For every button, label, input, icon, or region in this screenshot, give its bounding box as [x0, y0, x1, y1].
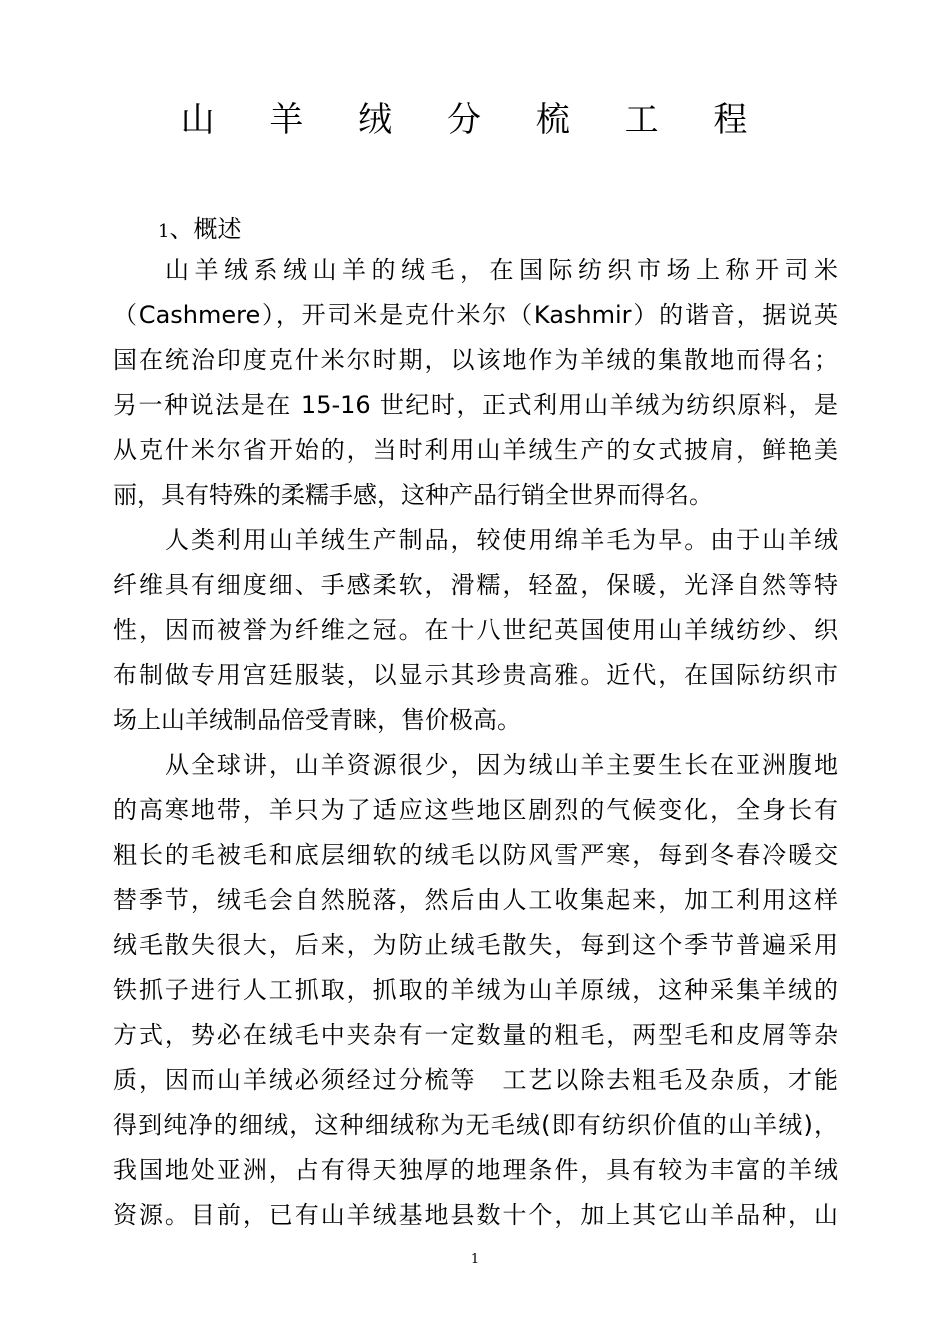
text-line: 人类利用山羊绒生产制品，较使用绵羊毛为早。由于山羊绒 [165, 526, 838, 554]
paragraph [113, 518, 838, 743]
text-line: 资源。目前，已有山羊绒基地县数十个，加上其它山羊品种，山 [113, 1201, 838, 1229]
section-heading [158, 212, 241, 249]
document-title: 山 羊 绒 分 梳 工 程 [180, 100, 770, 140]
text-line: 布制做专用宫廷服装，以显示其珍贵高雅。近代，在国际纺织市 [113, 661, 838, 689]
text-line: 山羊绒系绒山羊的绒毛，在国际纺织市场上称开司米 [165, 256, 838, 284]
text-line: 铁抓子进行人工抓取，抓取的羊绒为山羊原绒，这种采集羊绒的 [113, 976, 838, 1004]
text-line: 纤维具有细度细、手感柔软，滑糯，轻盈，保暖，光泽自然等特 [113, 571, 838, 599]
section-separator: 、 [169, 215, 194, 243]
text-line: 方式，势必在绒毛中夹杂有一定数量的粗毛，两型毛和皮屑等杂 [113, 1021, 838, 1049]
text-line: 性，因而被誉为纤维之冠。在十八世纪英国使用山羊绒纺纱、织 [113, 616, 838, 644]
text-line: 从克什米尔省开始的，当时利用山羊绒生产的女式披肩，鲜艳美 [113, 436, 838, 464]
page-number: 1 [470, 1252, 480, 1267]
section-number: 1 [158, 221, 170, 242]
text-line: 质，因而山羊绒必须经过分梳等 工艺以除去粗毛及杂质，才能 [113, 1066, 838, 1094]
paragraph [113, 248, 838, 518]
paragraph [113, 743, 838, 1238]
text-line: 另一种说法是在 15-16 世纪时，正式利用山羊绒为纺织原料，是 [113, 391, 838, 419]
text-line: 粗长的毛被毛和底层细软的绒毛以防风雪严寒，每到冬春冷暖交 [113, 841, 838, 869]
text-line: 场上山羊绒制品倍受青睐，售价极高。 [113, 706, 521, 734]
section-heading-text: 概述 [193, 215, 242, 243]
text-line: 绒毛散失很大，后来，为防止绒毛散失，每到这个季节普遍采用 [113, 931, 838, 959]
text-line: 替季节，绒毛会自然脱落，然后由人工收集起来，加工利用这样 [113, 886, 838, 914]
text-line: 的高寒地带，羊只为了适应这些地区剧烈的气候变化，全身长有 [113, 796, 838, 824]
text-line: 我国地处亚洲，占有得天独厚的地理条件，具有较为丰富的羊绒 [113, 1156, 838, 1184]
text-line: 得到纯净的细绒，这种细绒称为无毛绒(即有纺织价值的山羊绒)， [113, 1111, 838, 1139]
text-line: （Cashmere），开司米是克什米尔（Kashmir）的谐音，据说英 [113, 301, 838, 329]
text-line: 从全球讲，山羊资源很少，因为绒山羊主要生长在亚洲腹地 [165, 751, 838, 779]
text-line: 丽，具有特殊的柔糯手感，这种产品行销全世界而得名。 [113, 481, 713, 509]
text-line: 国在统治印度克什米尔时期，以该地作为羊绒的集散地而得名； [113, 346, 838, 374]
body-text [113, 248, 838, 1238]
